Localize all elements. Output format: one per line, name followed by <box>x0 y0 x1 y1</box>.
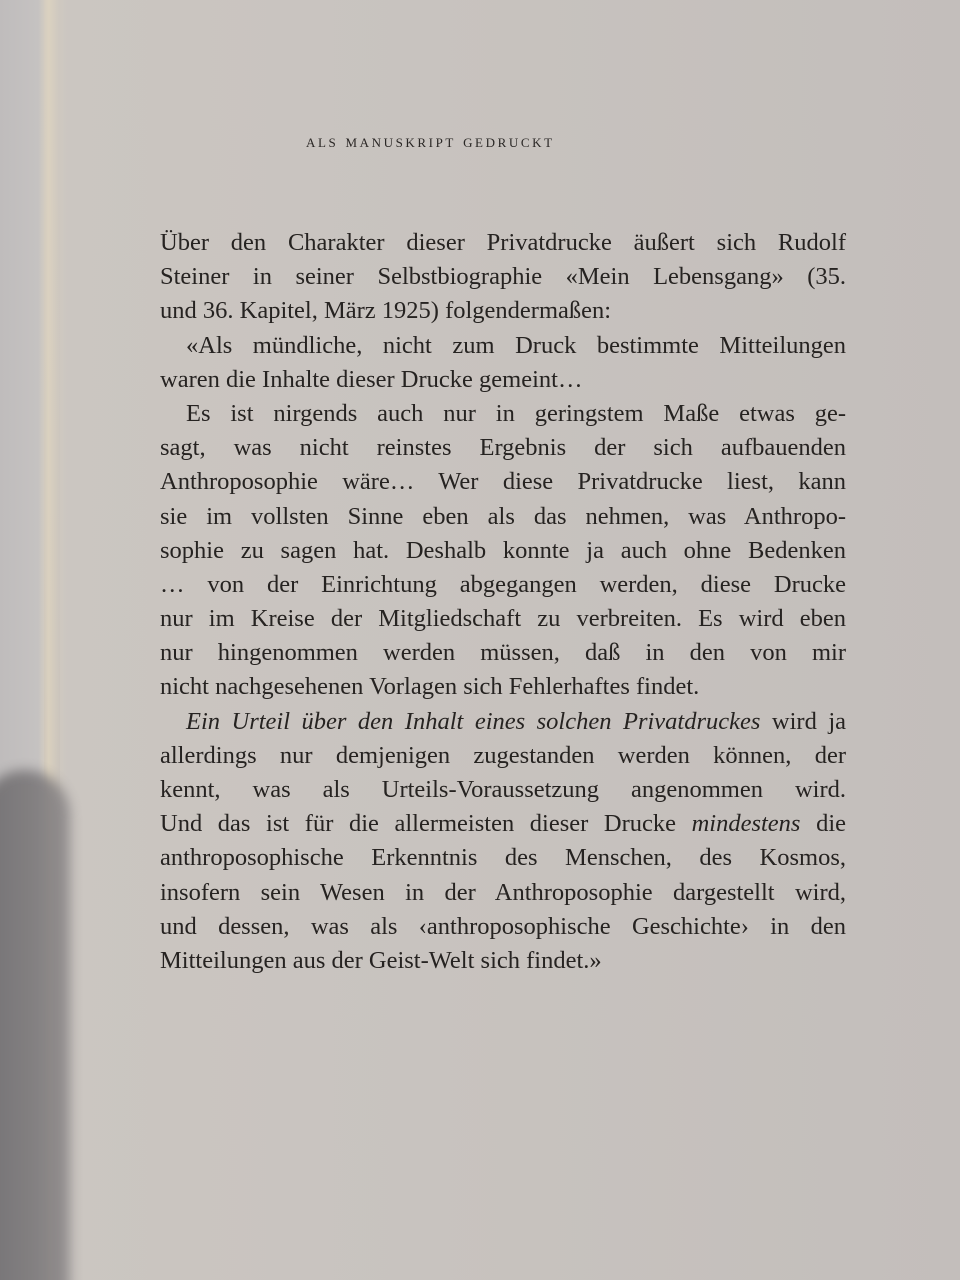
page-heading: als manuskript gedruckt <box>306 131 555 151</box>
finger-shadow <box>0 770 70 1280</box>
text-line <box>160 226 846 260</box>
text-line <box>160 705 846 739</box>
text-segment: die <box>800 810 846 838</box>
text-line <box>160 397 846 431</box>
text-line <box>160 636 846 670</box>
text-segment: «Als mündliche, nicht zum Druck bestimmte Mitteilungen <box>186 331 846 359</box>
text-line <box>160 329 846 363</box>
italic-text: Ein Urteil über den Inhalt eines solchen Privatdruckes <box>186 707 761 735</box>
text-segment: wird ja <box>760 707 846 735</box>
text-segment: Über den Charakter dieser Privatdrucke äußert sich Rudolf <box>160 229 846 256</box>
text-segment: und dessen, was als ‹anthroposophische Geschichte› in den <box>160 912 846 940</box>
text-segment: Und das ist für die allermeisten dieser Drucke <box>160 810 692 838</box>
text-line <box>160 568 846 602</box>
text-segment: waren die Inhalte dieser Drucke gemeint… <box>160 365 583 393</box>
text-segment: sie im vollsten Sinne eben als das nehmen, was Anthropo- <box>160 502 846 530</box>
text-line <box>160 534 846 568</box>
text-line <box>160 363 846 397</box>
text-line <box>160 841 846 875</box>
text-segment: sagt, was nicht reinstes Ergebnis der sich aufbauenden <box>160 434 846 462</box>
text-segment: … von der Einrichtung abgegangen werden, diese Drucke <box>160 570 846 598</box>
paragraph-quote-2 <box>160 397 846 705</box>
text-line <box>160 670 846 704</box>
body-text <box>160 226 846 978</box>
text-line <box>160 773 846 807</box>
text-line <box>160 260 846 294</box>
text-line <box>160 431 846 465</box>
paragraph-intro <box>160 226 846 329</box>
text-segment: allerdings nur demjenigen zugestanden werden können, der <box>160 741 846 769</box>
text-segment: kennt, was als Urteils-Voraussetzung angenommen wird. <box>160 776 846 803</box>
text-segment: insofern sein Wesen in der Anthroposophie dargestellt wird, <box>160 878 846 906</box>
text-segment: Anthroposophie wäre… Wer diese Privatdrucke liest, kann <box>160 468 846 496</box>
text-segment: und 36. Kapitel, März 1925) folgendermaßen: <box>160 297 612 325</box>
text-segment: nur im Kreise der Mitgliedschaft zu verbreiten. Es wird eben <box>160 605 846 633</box>
text-line <box>160 602 846 636</box>
paragraph-quote-3 <box>160 705 846 979</box>
text-segment: Steiner in seiner Selbstbiographie «Mein Lebensgang» (35. <box>160 263 846 291</box>
text-line <box>160 500 846 534</box>
text-line <box>160 465 846 499</box>
text-line <box>160 739 846 773</box>
paragraph-quote-1 <box>160 329 846 397</box>
text-segment: anthroposophische Erkenntnis des Menschen, des Kosmos, <box>160 844 846 872</box>
text-segment: sophie zu sagen hat. Deshalb konnte ja auch ohne Bedenken <box>160 536 846 564</box>
italic-text: mindestens <box>691 810 801 838</box>
text-segment: Mitteilungen aus der Geist-Welt sich findet.» <box>160 946 602 974</box>
text-line <box>160 944 846 978</box>
text-line <box>160 294 846 328</box>
text-line <box>160 910 846 944</box>
text-line <box>160 876 846 910</box>
text-segment: nur hingenommen werden müssen, daß in den von mir <box>160 639 846 667</box>
text-line <box>160 807 846 841</box>
text-segment: nicht nachgesehenen Vorlagen sich Fehlerhaftes findet. <box>160 673 700 701</box>
text-segment: Es ist nirgends auch nur in geringstem Maße etwas ge- <box>186 399 846 427</box>
